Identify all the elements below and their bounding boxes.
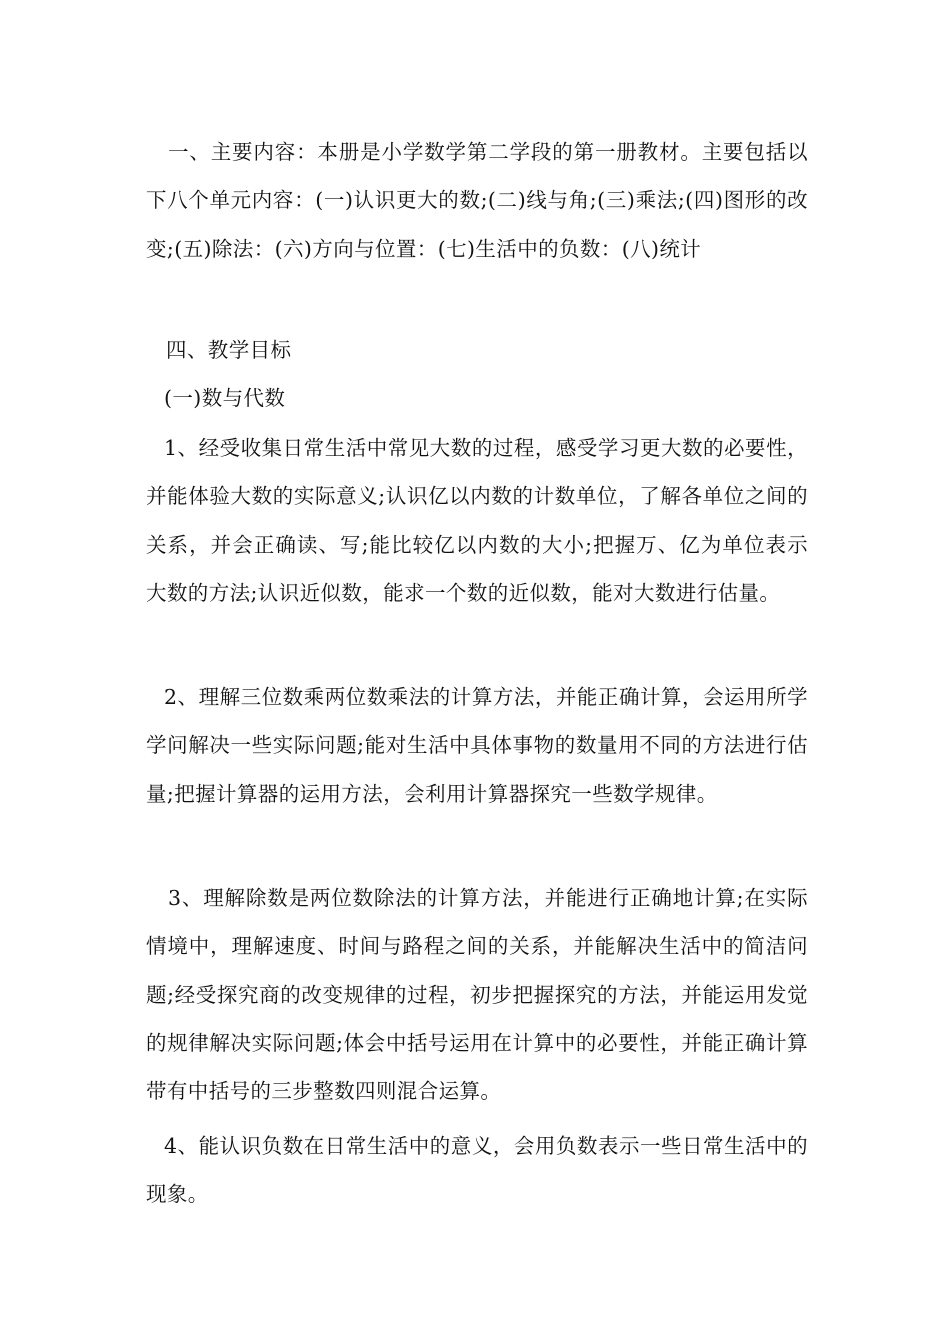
objective-item-3: 3、理解除数是两位数除法的计算方法，并能进行正确地计算;在实际情境中，理解速度、时间与路程之间的关系，并能解决生活中的简洁问题;经受探究商的改变规律的过程，初步把握探究的方法，并能运用发觉的规律解决实际问题;体会中括号运用在计算中的必要性，并能正确计算带有中括号的三步整数四则混合运算。 (146, 886, 808, 1104)
section-heading: 四、教学目标 (166, 338, 292, 362)
objective-item-4: 4、能认识负数在日常生活中的意义，会用负数表示一些日常生活中的现象。 (146, 1134, 808, 1207)
objective-item-1: 1、经受收集日常生活中常见大数的过程，感受学习更大数的必要性，并能体验大数的实际意义;认识亿以内数的计数单位，了解各单位之间的关系，并会正确读、写;能比较亿以内数的大小;把握万、亿为单位表示大数的方法;认识近似数，能求一个数的近似数，能对大数进行估量。 (146, 436, 808, 605)
main-content-paragraph: 一、主要内容：本册是小学数学第二学段的第一册教材。主要包括以下八个单元内容：(一)认识更大的数;(二)线与角;(三)乘法;(四)图形的改变;(五)除法：(六)方向与位置：(七)生活中的负数：(八)统计 (146, 140, 808, 261)
subsection-heading: (一)数与代数 (164, 386, 286, 410)
objective-item-2: 2、理解三位数乘两位数乘法的计算方法，并能正确计算，会运用所学学问解决一些实际问题;能对生活中具体事物的数量用不同的方法进行估量;把握计算器的运用方法，会利用计算器探究一些数学规律。 (146, 685, 808, 806)
